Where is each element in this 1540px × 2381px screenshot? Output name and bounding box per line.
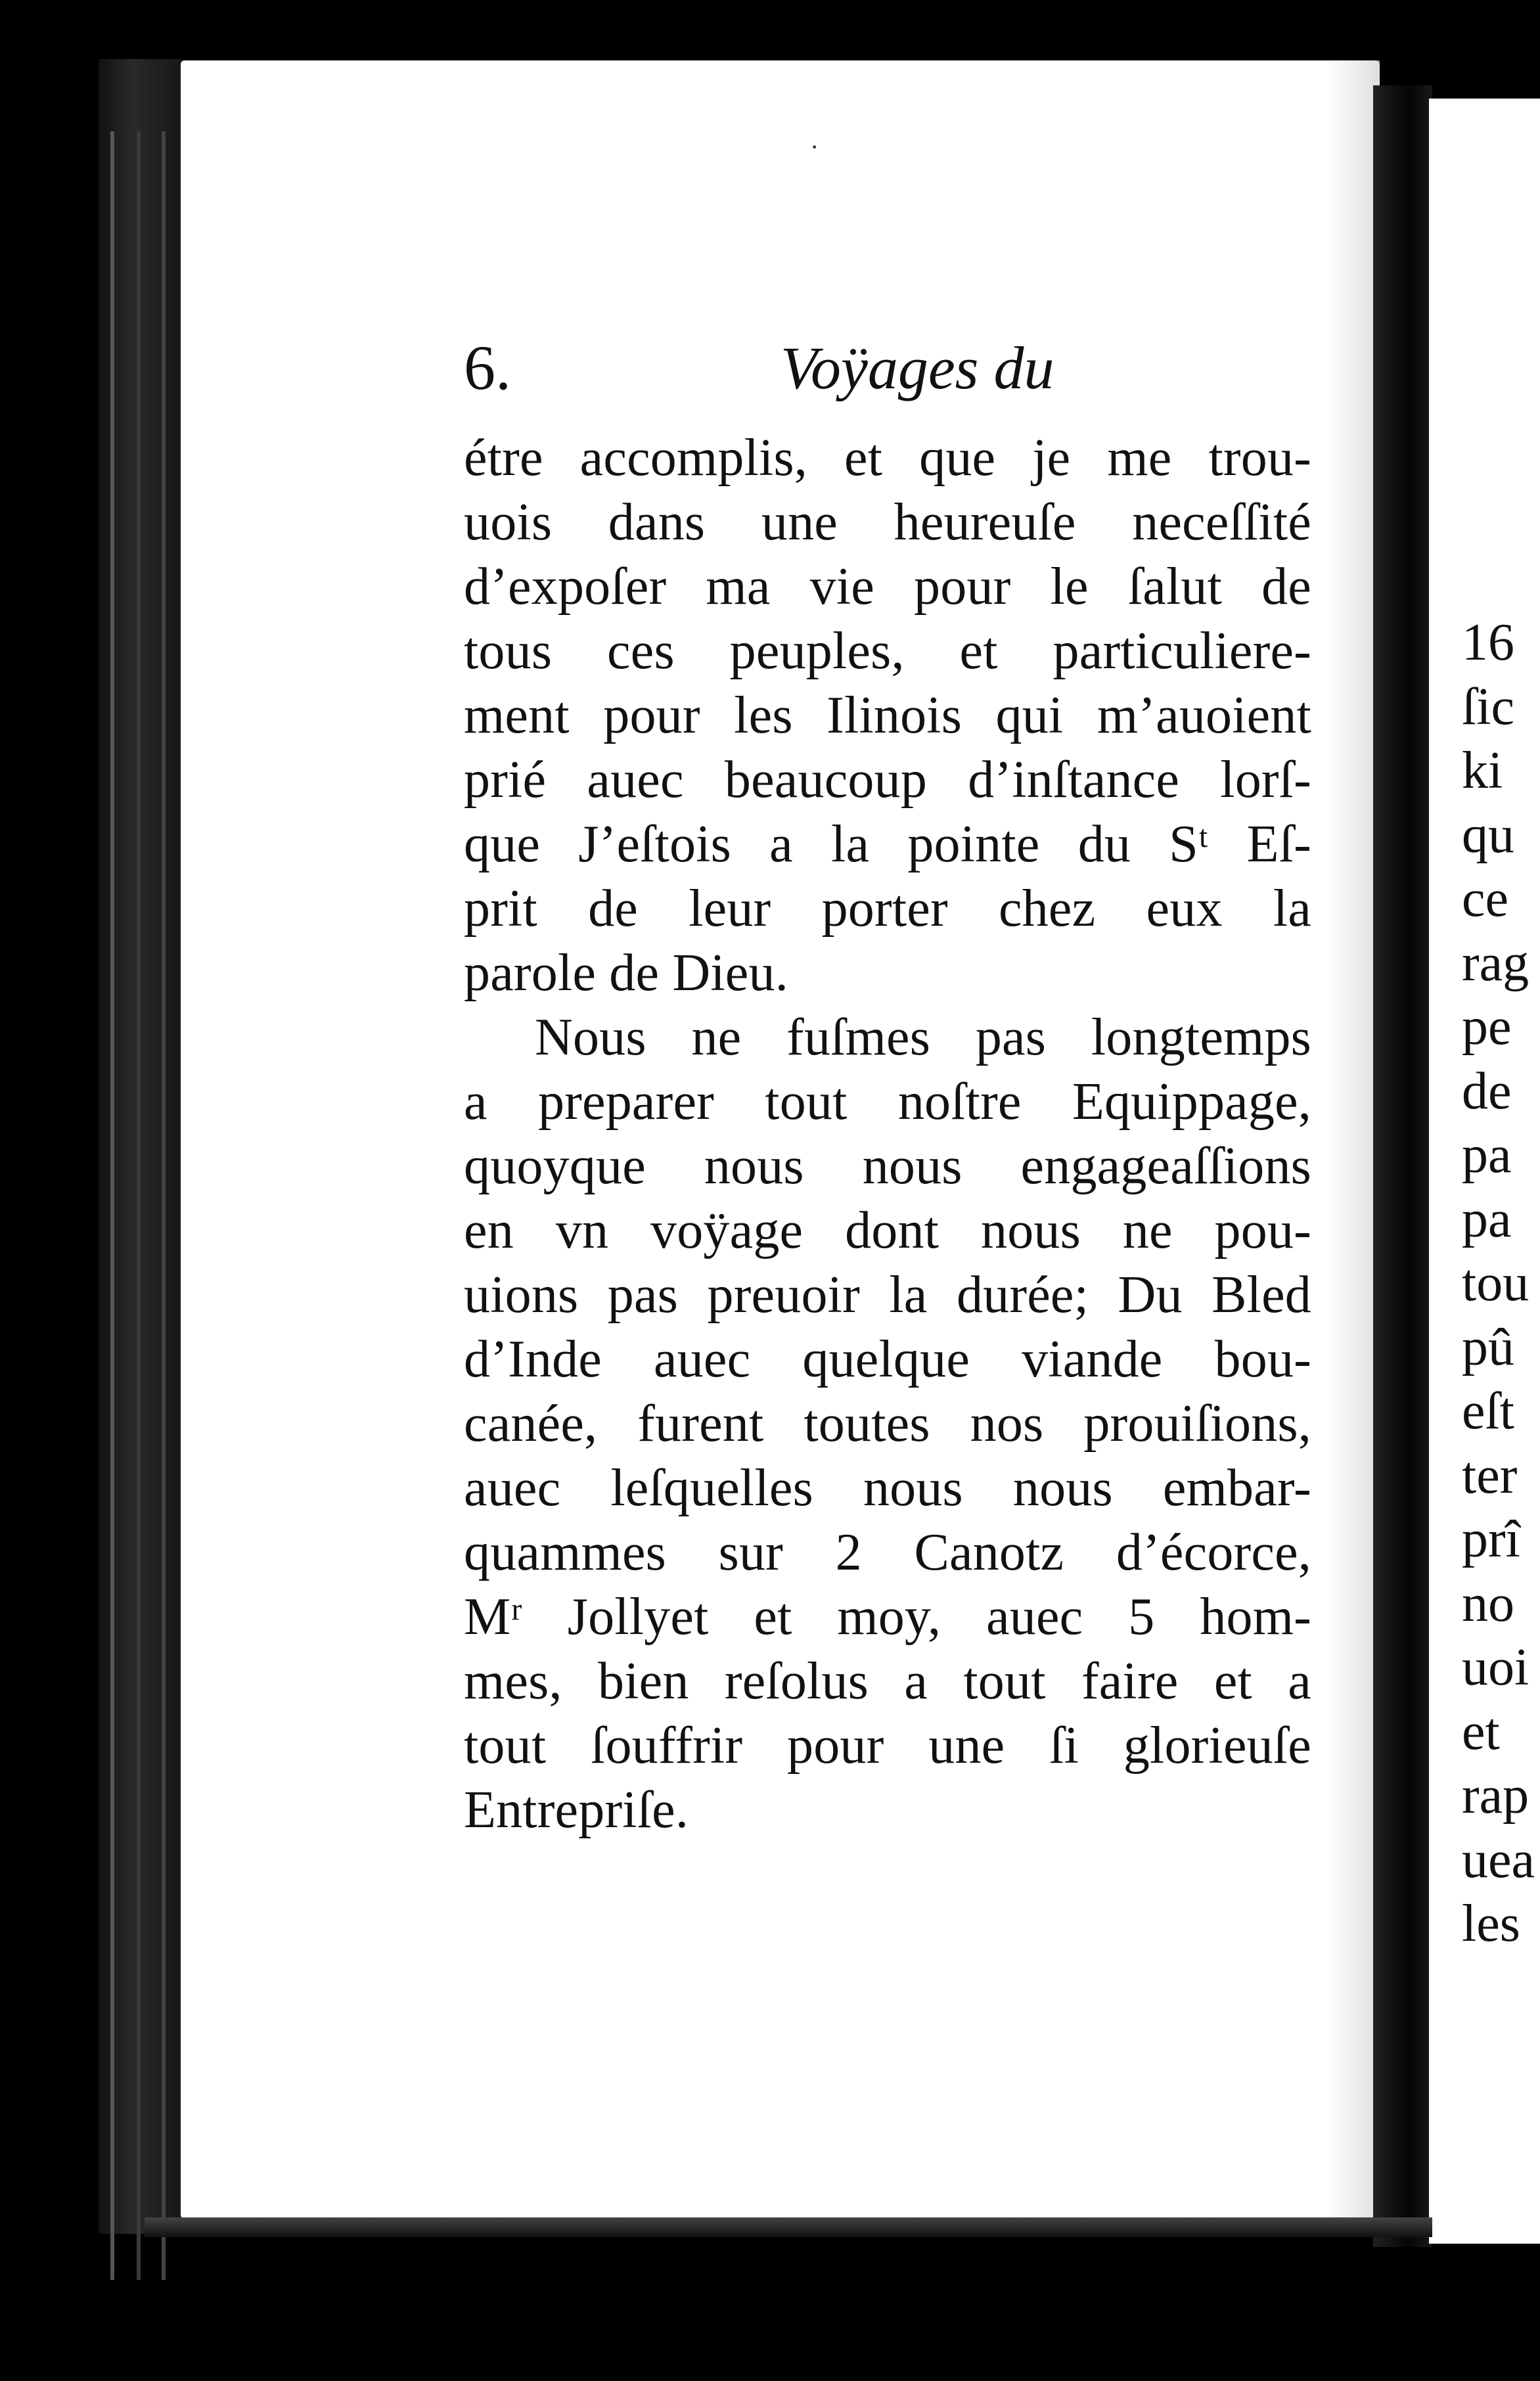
ink-speck: · [810,132,819,162]
right-page-line: pa [1462,1190,1512,1248]
running-title: Voÿages du [781,334,1054,401]
text-line: ment pour les Ilinois qui m’auoient [464,687,1311,744]
right-page-line: eſt [1462,1382,1514,1440]
text-line: uois dans une heureuſe neceſſité [464,493,1311,551]
text-line: d’expoſer ma vie pour le ſalut de [464,558,1311,616]
spine-edge-line [110,131,114,2280]
right-page-line: uea [1462,1830,1535,1889]
right-page-line: ſic [1462,677,1514,736]
text-line: mes, bien reſolus a tout faire et a [464,1652,1311,1710]
spine-edge-line [137,131,141,2280]
text-line: a preparer tout noſtre Equippage, [464,1073,1311,1131]
book-spine [99,59,184,2234]
right-page-line: de [1462,1062,1512,1120]
body-text [464,426,1311,1842]
page-number: 6. [464,332,511,403]
text-line: Entrepriſe. [464,1781,689,1839]
text-line: tous ces peuples, et particuliere- [464,622,1311,680]
right-page-line: uoi [1462,1639,1529,1696]
book-gutter [1373,85,1432,2247]
text-line: en vn voÿage dont nous ne pou- [464,1202,1311,1259]
right-page-line: rag [1462,934,1529,992]
running-head [464,329,1055,407]
text-line: canée, furent toutes nos prouiſions, [464,1395,1311,1453]
right-page-line: et [1462,1702,1500,1761]
text-line: prié auec beaucoup d’inſtance lorſ- [464,751,1311,809]
right-page-line: tou [1462,1254,1529,1312]
right-page-line: ter [1462,1446,1518,1505]
right-page-line: les [1462,1895,1520,1953]
right-page-line: rap [1462,1767,1529,1825]
right-page-line: pû [1462,1318,1514,1376]
right-page-line: prî [1462,1510,1520,1568]
text-line: tout ſouffrir pour une ſi glorieuſe [464,1717,1311,1775]
text-line: auec leſquelles nous nous embar- [464,1459,1311,1517]
right-page-text [1462,611,1540,1957]
right-page-line: 16 [1462,614,1514,671]
text-line: uions pas preuoir la durée; Du Bled [464,1266,1311,1324]
right-page-line: qu [1462,805,1514,864]
text-line: que J’eſtois a la pointe du Sᵗ Eſ- [464,815,1311,873]
text-line: quammes sur 2 Canotz d’écorce, [464,1524,1311,1581]
text-line: étre accomplis, et que je me trou- [464,429,1311,487]
text-line: prit de leur porter chez eux la [464,880,1311,938]
right-page [1429,99,1540,2244]
right-page-line: pa [1462,1126,1512,1184]
right-page-line: pe [1462,998,1512,1056]
page-bottom-edge [145,2217,1432,2237]
text-line: quoyque nous nous engageaſſions [464,1137,1311,1195]
text-line: parole de Dieu. [464,944,788,1002]
right-page-line: ki [1462,742,1503,800]
text-line: Nous ne fuſmes pas longtemps [535,1009,1311,1066]
right-page-line: no [1462,1574,1514,1633]
spine-edge-line [162,131,166,2280]
text-line: Mʳ Jollyet et moy, auec 5 hom- [464,1588,1311,1646]
right-page-line: ce [1462,870,1509,928]
text-line: d’Inde auec quelque viande bou- [464,1330,1311,1388]
